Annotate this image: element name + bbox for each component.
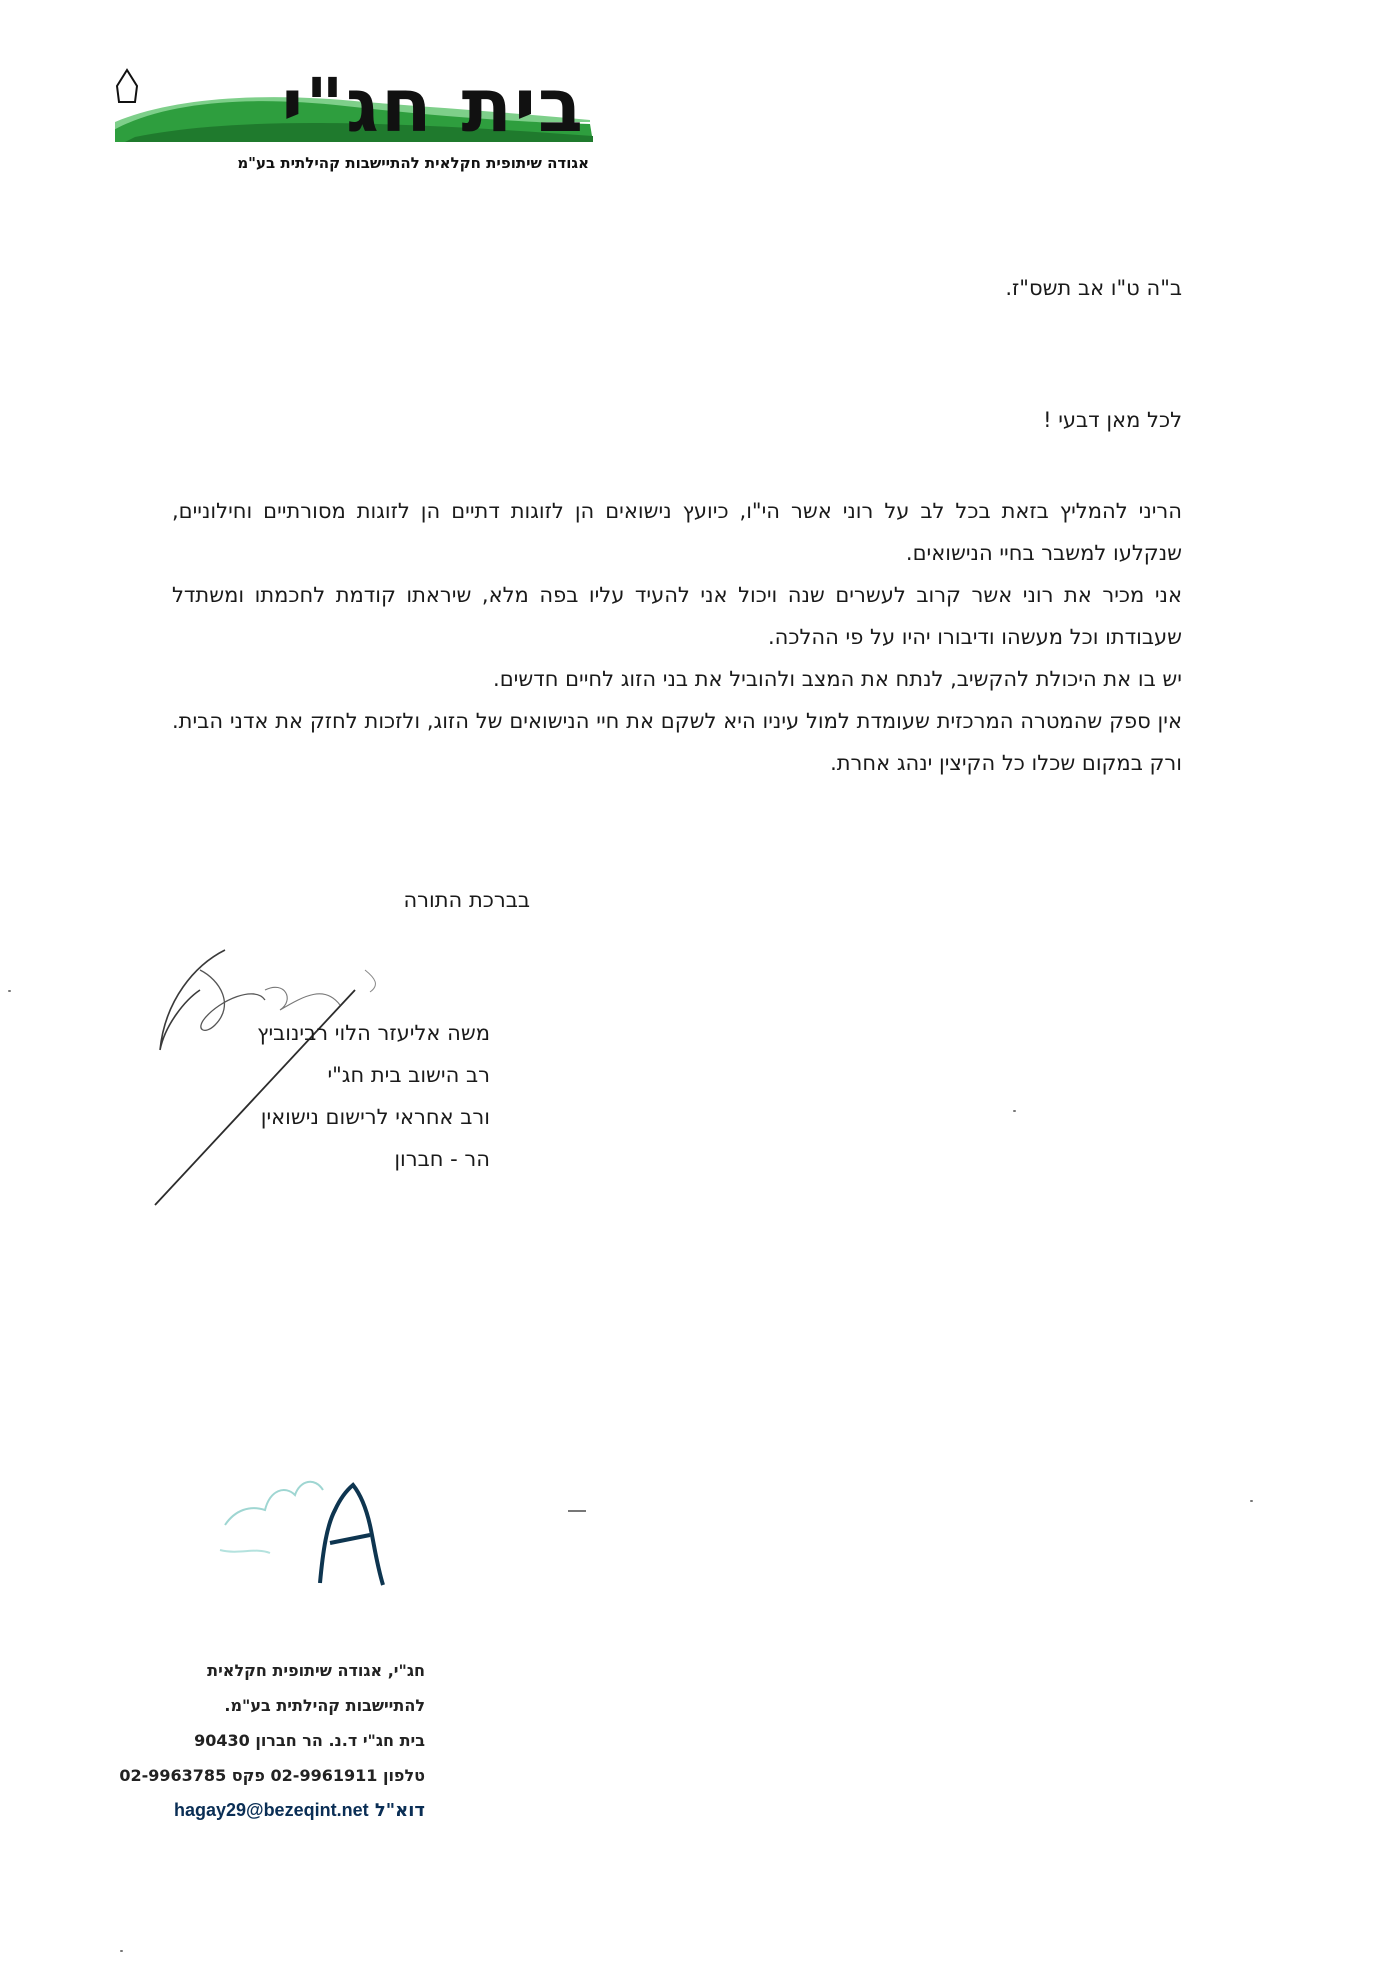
scan-speck (8, 990, 11, 992)
signer-name: משה אליעזר הלוי רבינוביץ (257, 1021, 490, 1045)
scan-speck (1250, 1500, 1253, 1502)
footer-address: בית חג"י ד.נ. הר חברון 90430 (194, 1731, 425, 1750)
signer-title: רב הישוב בית חג"י (327, 1063, 490, 1087)
body-paragraph: הריני להמליץ בזאת בכל לב על רוני אשר הי"ו, כיועץ נישואים הן לזוגות דתיים הן לזוגות מסורתיים וחילוניים, שנקלעו למשבר בחיי הנישואים. (172, 499, 1182, 565)
body-paragraph: אין ספק שהמטרה המרכזית שעומדת למול עיניו היא לשקם את חיי הנישואים של הזוג, ולזכות לחזק את אדני הבית. ורק במקום שכלו כל הקיצין ינהג אחרת. (172, 709, 1182, 775)
letter-date: ב"ה ט"ו אב תשס"ז. (1005, 276, 1182, 300)
letter-body (172, 490, 1182, 784)
scan-speck (120, 1950, 123, 1952)
footer-phone: טלפון 02-9961911 פקס 02-9963785 (119, 1766, 425, 1785)
closing: בברכת התורה (403, 888, 530, 912)
email-label: דוא"ל (374, 1800, 425, 1821)
letterhead-logo (115, 62, 595, 177)
scan-speck (1013, 1110, 1016, 1112)
signer-block (257, 1012, 490, 1180)
scan-mark (568, 1510, 586, 1512)
footer-contact (119, 1653, 425, 1828)
footer-line: להתיישבות קהילתית בע"מ. (224, 1696, 425, 1715)
stamp-icon (215, 1455, 395, 1595)
footer-email-line (119, 1793, 425, 1828)
signer-title: ורב אחראי לרישום נישואין (260, 1105, 490, 1129)
email-link[interactable]: hagay29@bezeqint.net (173, 1800, 369, 1820)
footer-line: חג"י, אגודה שיתופית חקלאית (207, 1661, 425, 1680)
salutation: לכל מאן דבעי ! (1043, 408, 1182, 432)
logo-tagline: אגודה שיתופית חקלאית להתיישבות קהילתית בע"מ (237, 154, 589, 172)
logo-name: בית חג"י (281, 63, 585, 149)
body-paragraph: יש בו את היכולת להקשיב, לנתח את המצב ולהוביל את בני הזוג לחיים חדשים. (493, 667, 1182, 691)
signer-location: הר - חברון (394, 1147, 490, 1171)
body-paragraph: אני מכיר את רוני אשר קרוב לעשרים שנה ויכול אני להעיד עליו בפה מלא, שיראתו קודמת לחכמתו ומשתדל שעבודתו וכל מעשהו ודיבורו יהיו על פי ההלכה. (172, 583, 1182, 649)
